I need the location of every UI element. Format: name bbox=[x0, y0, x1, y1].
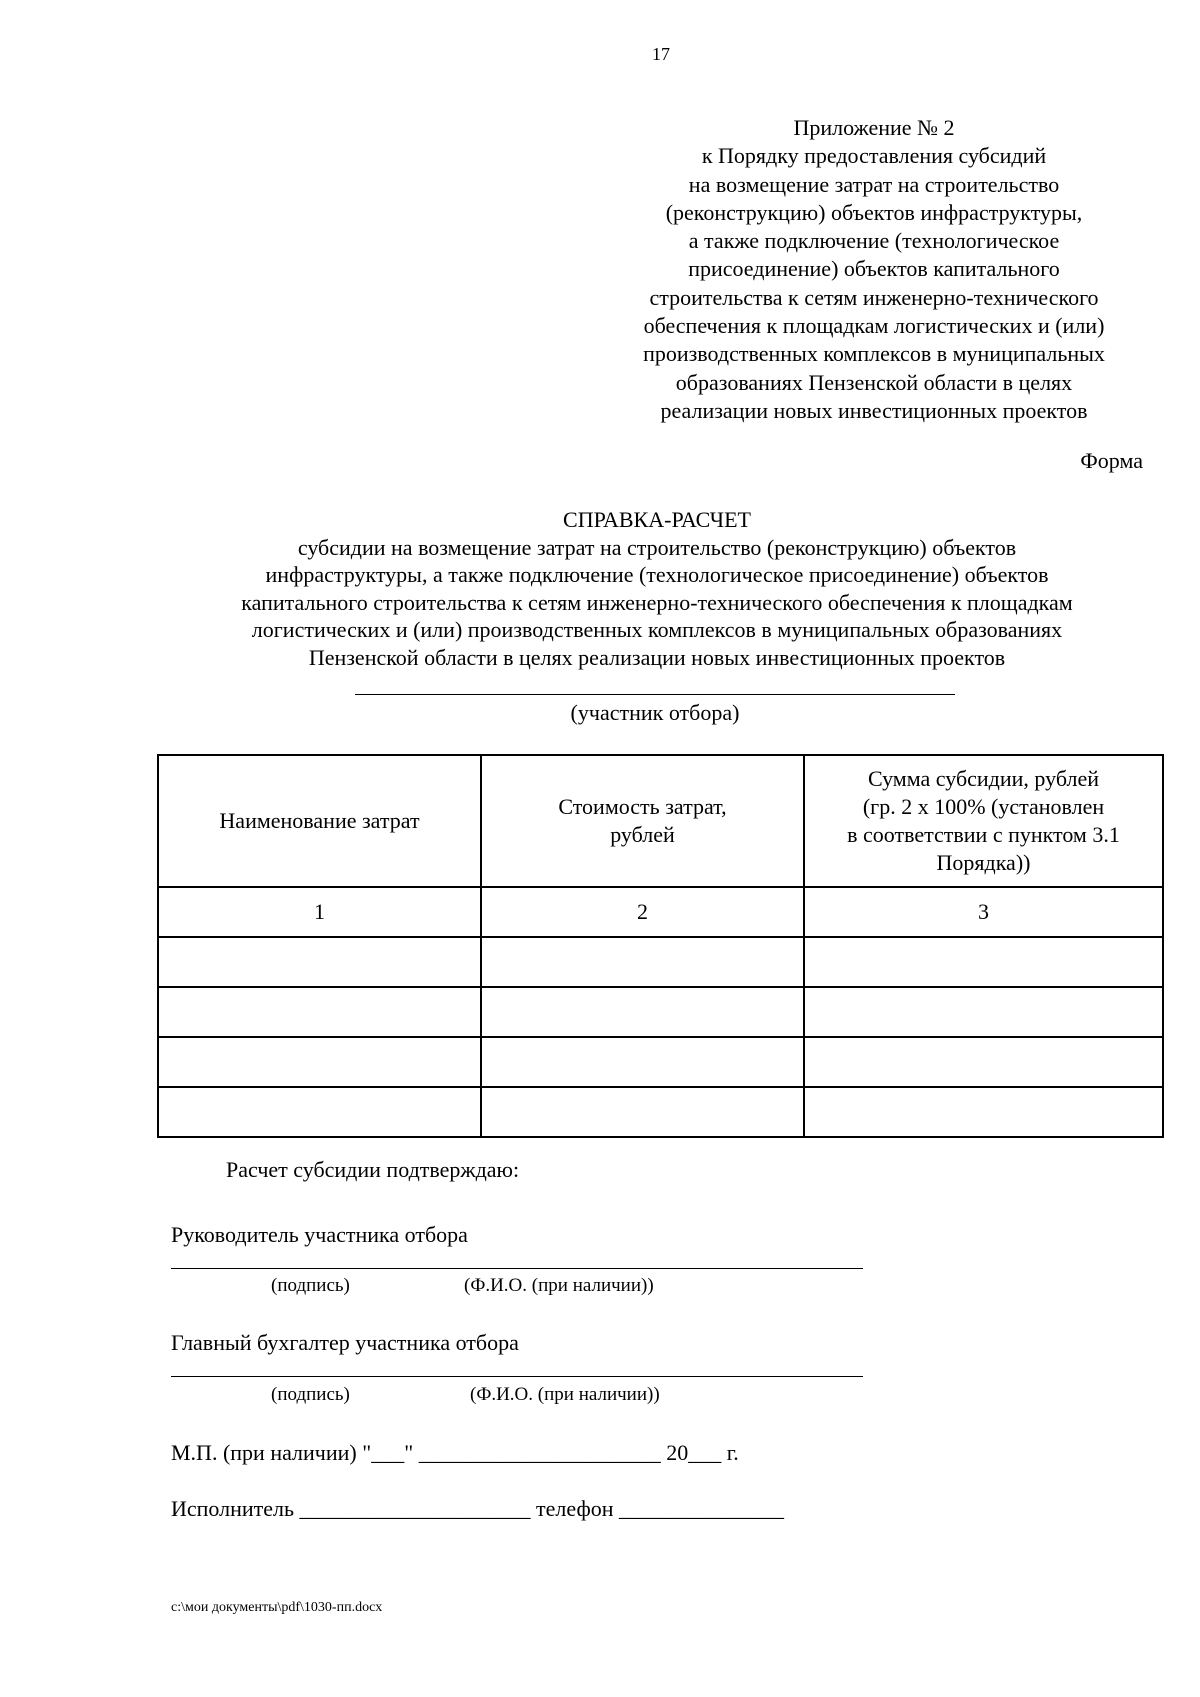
header-subsidy-amount bbox=[804, 755, 1163, 887]
table-cell[interactable] bbox=[481, 1087, 804, 1137]
column-number: 1 bbox=[158, 887, 481, 937]
title-line: капитального строительства к сетям инженерно-технического обеспечения к площадкам bbox=[241, 589, 1073, 615]
executor-phone-row: Исполнитель _____________________ телефон _______________ bbox=[171, 1496, 784, 1521]
table-cell[interactable] bbox=[804, 937, 1163, 987]
appendix-line: к Порядку предоставления субсидий bbox=[701, 143, 1047, 169]
participant-blank-line bbox=[355, 694, 955, 695]
column-number-row bbox=[158, 887, 1163, 937]
form-label: Форма bbox=[1080, 448, 1143, 473]
footer-file-path: c:\мои документы\pdf\1030-пп.docx bbox=[171, 1600, 383, 1615]
table-cell[interactable] bbox=[158, 1037, 481, 1087]
header-line: Порядка)) bbox=[936, 850, 1031, 875]
accountant-signature-line[interactable] bbox=[171, 1376, 863, 1377]
table-cell[interactable] bbox=[804, 987, 1163, 1037]
title-heading: СПРАВКА-РАСЧЕТ bbox=[563, 507, 751, 532]
header-cost-name: Наименование затрат bbox=[158, 755, 481, 887]
appendix-line: присоединение) объектов капитального bbox=[688, 256, 1060, 282]
title-line: субсидии на возмещение затрат на строительство (реконструкцию) объектов bbox=[297, 534, 1017, 560]
title-line: инфраструктуры, а также подключение (технологическое присоединение) объектов bbox=[265, 562, 1049, 587]
appendix-line: на возмещение затрат на строительство bbox=[688, 171, 1060, 197]
column-number: 2 bbox=[481, 887, 804, 937]
appendix-line: реализации новых инвестиционных проектов bbox=[660, 397, 1088, 423]
header-cost-amount bbox=[481, 755, 804, 887]
head-signature-label: Руководитель участника отбора bbox=[171, 1222, 468, 1247]
table-cell[interactable] bbox=[481, 937, 804, 987]
title-line: логистических и (или) производственных комплексов в муниципальных образованиях bbox=[251, 617, 1063, 642]
appendix-line: строительства к сетям инженерно-технического bbox=[649, 284, 1099, 310]
head-signature-line[interactable] bbox=[171, 1268, 863, 1269]
accountant-name-caption: (Ф.И.О. (при наличии)) bbox=[470, 1384, 660, 1405]
table-row bbox=[158, 987, 1163, 1037]
table-cell[interactable] bbox=[481, 1037, 804, 1087]
appendix-block bbox=[622, 114, 1126, 425]
appendix-line: производственных комплексов в муниципальных bbox=[643, 341, 1105, 367]
header-line: в соответствии с пунктом 3.1 bbox=[847, 822, 1120, 847]
page-number: 17 bbox=[652, 44, 670, 64]
table-cell[interactable] bbox=[158, 937, 481, 987]
header-line: Стоимость затрат, bbox=[558, 794, 727, 819]
title-line: Пензенской области в целях реализации новых инвестиционных проектов bbox=[308, 644, 1006, 670]
accountant-signature-label: Главный бухгалтер участника отбора bbox=[171, 1330, 519, 1355]
appendix-line: образованиях Пензенской области в целях bbox=[675, 369, 1073, 395]
appendix-line: (реконструкцию) объектов инфраструктуры, bbox=[665, 199, 1083, 225]
table-row bbox=[158, 937, 1163, 987]
participant-caption: (участник отбора) bbox=[570, 700, 740, 725]
table-cell[interactable] bbox=[158, 987, 481, 1037]
accountant-sign-caption: (подпись) bbox=[271, 1384, 350, 1405]
appendix-line: Приложение № 2 bbox=[793, 115, 955, 140]
appendix-line: а также подключение (технологическое bbox=[688, 228, 1060, 254]
head-name-caption: (Ф.И.О. (при наличии)) bbox=[464, 1275, 654, 1296]
confirm-text: Расчет субсидии подтверждаю: bbox=[226, 1157, 520, 1182]
table-cell[interactable] bbox=[158, 1087, 481, 1137]
table-cell[interactable] bbox=[804, 1087, 1163, 1137]
table-row bbox=[158, 1087, 1163, 1137]
header-line: рублей bbox=[610, 822, 675, 847]
column-number: 3 bbox=[804, 887, 1163, 937]
stamp-date-row: М.П. (при наличии) "___" ______________________ 20___ г. bbox=[171, 1440, 739, 1465]
document-title bbox=[157, 506, 1157, 671]
table-row bbox=[158, 1037, 1163, 1087]
header-line: Сумма субсидии, рублей bbox=[867, 766, 1100, 791]
head-sign-caption: (подпись) bbox=[271, 1275, 350, 1296]
subsidy-table bbox=[157, 754, 1164, 1138]
table-header-row bbox=[158, 755, 1163, 887]
table-cell[interactable] bbox=[481, 987, 804, 1037]
appendix-line: обеспечения к площадкам логистических и (или) bbox=[643, 313, 1105, 339]
table-cell[interactable] bbox=[804, 1037, 1163, 1087]
header-line: (гр. 2 х 100% (установлен bbox=[862, 794, 1105, 819]
